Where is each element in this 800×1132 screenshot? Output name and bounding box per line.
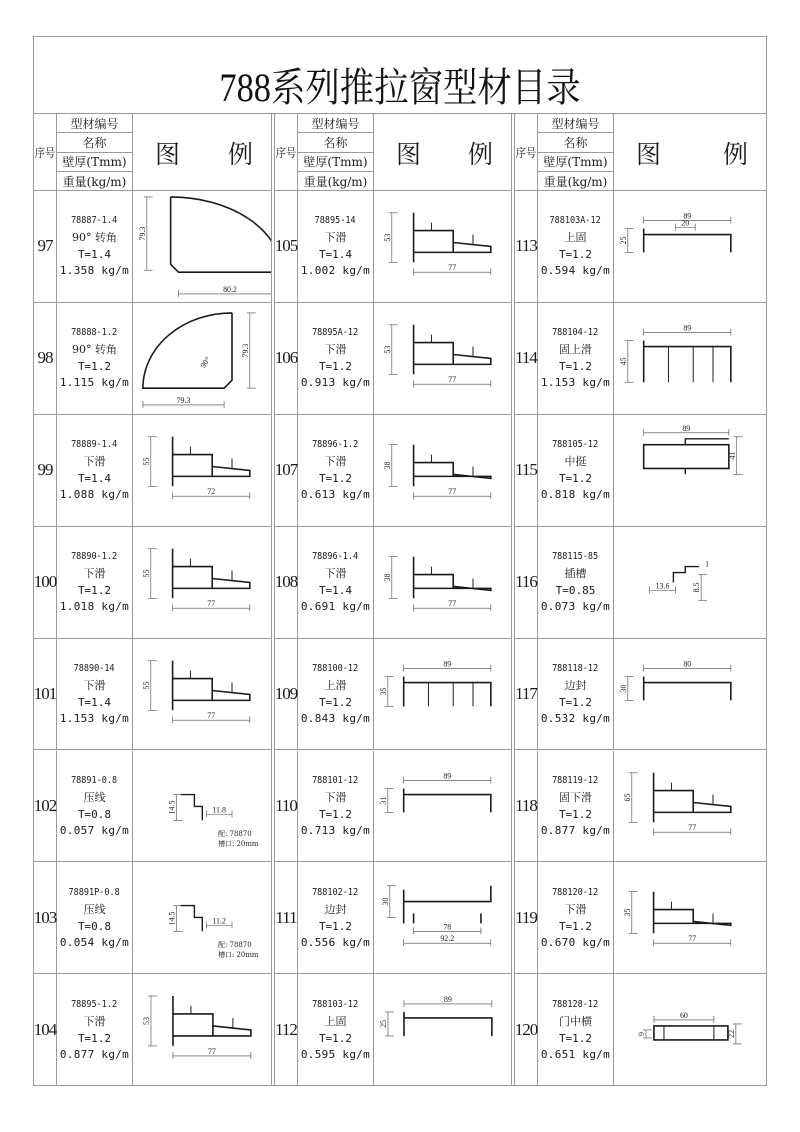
unit-weight: 0.613 kg/m	[300, 488, 371, 502]
unit-weight: 0.818 kg/m	[540, 488, 611, 502]
catalog-sheet	[33, 36, 767, 1086]
seq-number: 102	[34, 751, 57, 862]
profile-code: 788103-12	[312, 999, 359, 1011]
svg-text:89: 89	[443, 771, 452, 781]
svg-text:77: 77	[448, 598, 457, 608]
svg-text:55: 55	[141, 457, 151, 466]
wall-thickness: T=1.2	[77, 360, 112, 374]
profile-info	[298, 751, 374, 862]
seq-number: 114	[515, 303, 538, 414]
svg-text:配: 78870: 配: 78870	[218, 941, 252, 950]
profile-code: 78891P-0.8	[68, 886, 121, 898]
wall-thickness: T=1.2	[77, 1032, 112, 1046]
profile-name: 固上滑	[559, 343, 592, 357]
seq-number: 117	[515, 639, 538, 750]
table-row	[275, 191, 511, 303]
wall-thickness: T=1.4	[77, 696, 112, 710]
seq-number: 115	[515, 415, 538, 526]
profile-drawing	[614, 639, 766, 750]
unit-weight: 0.532 kg/m	[540, 712, 611, 726]
svg-text:79.3: 79.3	[240, 343, 250, 358]
seq-number: 113	[515, 191, 538, 302]
profile-drawing	[133, 751, 271, 862]
svg-text:38: 38	[382, 461, 392, 470]
unit-weight: 0.073 kg/m	[540, 600, 611, 614]
unit-weight: 1.115 kg/m	[59, 376, 130, 390]
wall-thickness: T=1.2	[318, 472, 353, 486]
seq-number: 107	[275, 415, 298, 526]
profile-drawing	[614, 415, 766, 526]
seq-number: 111	[275, 862, 298, 973]
table-row	[275, 639, 511, 751]
profile-info	[538, 751, 614, 862]
profile-code: 78896-1.4	[312, 551, 359, 563]
svg-text:11.2: 11.2	[212, 916, 226, 926]
unit-weight: 0.877 kg/m	[540, 823, 611, 837]
profile-drawing	[374, 751, 511, 862]
svg-text:78: 78	[443, 922, 452, 932]
unit-weight: 1.153 kg/m	[540, 376, 611, 390]
svg-text:77: 77	[448, 487, 457, 497]
profile-code: 78896-1.2	[312, 439, 359, 451]
profile-name: 下滑	[83, 1015, 106, 1029]
wall-thickness: T=1.2	[318, 696, 353, 710]
table-row	[515, 862, 766, 974]
unit-weight: 0.670 kg/m	[540, 935, 611, 949]
table-row	[515, 415, 766, 527]
svg-text:55: 55	[141, 569, 151, 578]
profile-drawing	[374, 415, 511, 526]
table-row	[34, 974, 271, 1086]
svg-text:72: 72	[207, 487, 216, 497]
profile-drawing	[133, 303, 271, 414]
table-row	[515, 751, 766, 863]
wall-thickness: T=0.8	[77, 807, 112, 821]
profile-drawing	[374, 527, 511, 638]
svg-text:30: 30	[380, 898, 390, 906]
profile-name: 90° 转角	[72, 343, 117, 357]
svg-text:89: 89	[682, 423, 691, 433]
svg-text:53: 53	[382, 233, 392, 242]
wall-thickness: T=1.2	[558, 248, 593, 262]
svg-text:8.5: 8.5	[692, 582, 702, 593]
profile-info	[538, 862, 614, 973]
svg-text:90°: 90°	[198, 355, 213, 370]
unit-weight: 1.358 kg/m	[59, 264, 130, 278]
seq-number: 112	[275, 974, 298, 1086]
svg-text:41: 41	[727, 451, 737, 460]
svg-text:25: 25	[618, 236, 628, 245]
profile-code: 788101-12	[312, 774, 359, 786]
profile-info	[298, 303, 374, 414]
wall-thickness: T=1.4	[77, 248, 112, 262]
profile-name: 90° 转角	[72, 231, 117, 245]
wall-thickness: T=1.4	[318, 248, 353, 262]
svg-text:槽口: 20mm: 槽口: 20mm	[218, 951, 259, 960]
profile-code: 78890-14	[74, 663, 115, 675]
seq-number: 104	[34, 974, 57, 1086]
svg-text:配: 78870: 配: 78870	[218, 829, 252, 838]
wall-thickness: T=0.85	[555, 584, 596, 598]
table-row	[34, 639, 271, 751]
header-code: 型材编号	[538, 114, 613, 133]
wall-thickness: T=1.2	[318, 919, 353, 933]
profile-drawing	[374, 639, 511, 750]
profile-info	[538, 415, 614, 526]
table-row	[515, 974, 766, 1086]
profile-drawing	[133, 527, 271, 638]
unit-weight: 0.913 kg/m	[300, 376, 371, 390]
seq-number: 109	[275, 639, 298, 750]
profile-name: 下滑	[324, 790, 347, 804]
svg-text:14.5: 14.5	[167, 911, 177, 926]
header-seq: 序号	[34, 114, 57, 191]
header-thickness: 壁厚(Tmm)	[538, 153, 613, 172]
profile-name: 门中横	[559, 1015, 592, 1029]
svg-text:35: 35	[622, 908, 632, 917]
profile-code: 78895-14	[315, 215, 356, 227]
profile-drawing	[133, 862, 271, 973]
profile-info	[298, 862, 374, 973]
unit-weight: 0.651 kg/m	[540, 1048, 611, 1062]
profile-code: 78889-1.4	[71, 439, 118, 451]
svg-text:35: 35	[378, 687, 388, 696]
profile-drawing	[133, 974, 271, 1086]
profile-name: 下滑	[324, 343, 347, 357]
table-row	[515, 527, 766, 639]
profile-info	[298, 191, 374, 302]
profile-info	[538, 303, 614, 414]
seq-number: 120	[515, 974, 538, 1086]
profile-code: 78895A-12	[312, 327, 359, 339]
seq-number: 97	[34, 191, 57, 302]
unit-weight: 0.843 kg/m	[300, 712, 371, 726]
profile-code: 788128-12	[552, 999, 599, 1011]
profile-drawing	[614, 974, 766, 1086]
svg-text:79.3: 79.3	[176, 395, 191, 405]
wall-thickness: T=1.2	[318, 360, 353, 374]
wall-thickness: T=1.2	[558, 360, 593, 374]
profile-code: 78890-1.2	[71, 551, 118, 563]
profile-name: 上滑	[324, 679, 347, 693]
profile-info	[298, 639, 374, 750]
profile-drawing	[614, 527, 766, 638]
unit-weight: 0.595 kg/m	[300, 1048, 371, 1062]
profile-info	[538, 639, 614, 750]
unit-weight: 0.877 kg/m	[59, 1048, 130, 1062]
header-name: 名称	[298, 133, 373, 152]
svg-text:80: 80	[683, 659, 692, 669]
table-row	[34, 191, 271, 303]
profile-name: 固下滑	[559, 790, 592, 804]
header-info	[538, 114, 614, 191]
catalog-column-1	[34, 114, 271, 1086]
svg-text:30: 30	[618, 684, 628, 693]
profile-drawing	[374, 303, 511, 414]
catalog-column-3	[515, 114, 766, 1086]
header-info	[57, 114, 133, 191]
catalog-column-2	[275, 114, 511, 1086]
profile-code: 788102-12	[312, 886, 359, 898]
svg-text:89: 89	[683, 211, 692, 221]
profile-name: 下滑	[564, 902, 587, 916]
table-row	[34, 862, 271, 974]
profile-name: 下滑	[83, 455, 106, 469]
profile-info	[298, 415, 374, 526]
page-title: 788系列推拉窗型材目录	[219, 64, 581, 110]
header-weight: 重量(kg/m)	[62, 174, 127, 189]
header-thickness: 壁厚(Tmm)	[298, 153, 373, 172]
wall-thickness: T=1.4	[77, 472, 112, 486]
svg-text:79.3: 79.3	[137, 226, 147, 241]
wall-thickness: T=0.8	[77, 919, 112, 933]
column-header	[515, 114, 766, 191]
profile-drawing	[614, 751, 766, 862]
profile-info	[57, 862, 133, 973]
svg-text:14.5: 14.5	[167, 800, 177, 814]
unit-weight: 0.691 kg/m	[300, 600, 371, 614]
svg-text:槽口: 20mm: 槽口: 20mm	[218, 839, 259, 848]
svg-text:53: 53	[141, 1017, 151, 1026]
table-row	[515, 303, 766, 415]
seq-number: 103	[34, 862, 57, 973]
table-row	[515, 639, 766, 751]
profile-name: 上固	[564, 231, 587, 245]
seq-number: 116	[515, 527, 538, 638]
wall-thickness: T=1.2	[558, 472, 593, 486]
svg-text:13.6: 13.6	[655, 581, 670, 591]
seq-number: 106	[275, 303, 298, 414]
header-seq: 序号	[275, 114, 298, 191]
column-header	[275, 114, 511, 191]
profile-name: 下滑	[83, 567, 106, 581]
unit-weight: 0.713 kg/m	[300, 823, 371, 837]
unit-weight: 0.057 kg/m	[59, 823, 130, 837]
profile-name: 下滑	[324, 567, 347, 581]
profile-drawing	[374, 191, 511, 302]
header-legend: 图 例	[636, 139, 748, 169]
header-legend: 图 例	[155, 139, 253, 169]
profile-name: 边封	[324, 902, 347, 916]
profile-name: 压线	[83, 902, 106, 916]
svg-text:89: 89	[443, 659, 452, 669]
header-name: 名称	[57, 133, 132, 152]
profile-code: 788103A-12	[549, 215, 602, 227]
profile-name: 边封	[564, 679, 587, 693]
unit-weight: 0.556 kg/m	[300, 935, 371, 949]
svg-text:77: 77	[688, 934, 697, 944]
profile-code: 788118-12	[552, 663, 599, 675]
profile-name: 插槽	[564, 567, 587, 581]
profile-info	[57, 303, 133, 414]
profile-code: 788105-12	[552, 439, 599, 451]
profile-drawing	[614, 303, 766, 414]
profile-code: 788115-85	[552, 551, 599, 563]
svg-text:55: 55	[141, 681, 151, 690]
table-row	[275, 415, 511, 527]
seq-number: 100	[34, 527, 57, 638]
profile-name: 压线	[83, 790, 106, 804]
wall-thickness: T=1.2	[558, 919, 593, 933]
profile-info	[298, 527, 374, 638]
profile-info	[57, 191, 133, 302]
profile-code: 788104-12	[552, 327, 599, 339]
svg-text:92.2: 92.2	[440, 934, 455, 944]
svg-text:38: 38	[382, 573, 392, 582]
wall-thickness: T=1.2	[318, 1032, 353, 1046]
profile-drawing	[374, 974, 511, 1086]
profile-info	[57, 527, 133, 638]
unit-weight: 1.088 kg/m	[59, 488, 130, 502]
profile-code: 788119-12	[552, 774, 599, 786]
profile-info	[538, 527, 614, 638]
profile-drawing	[133, 639, 271, 750]
header-weight: 重量(kg/m)	[303, 174, 368, 189]
unit-weight: 0.594 kg/m	[540, 264, 611, 278]
unit-weight: 1.018 kg/m	[59, 600, 130, 614]
title-row	[34, 37, 766, 114]
seq-number: 99	[34, 415, 57, 526]
seq-number: 108	[275, 527, 298, 638]
profile-drawing	[614, 191, 766, 302]
svg-text:31: 31	[378, 796, 388, 804]
wall-thickness: T=1.4	[318, 584, 353, 598]
profile-info	[538, 974, 614, 1086]
svg-text:20: 20	[681, 218, 690, 228]
seq-number: 101	[34, 639, 57, 750]
profile-drawing	[133, 191, 271, 302]
unit-weight: 0.054 kg/m	[59, 935, 130, 949]
seq-number: 98	[34, 303, 57, 414]
profile-info	[538, 191, 614, 302]
table-row	[275, 862, 511, 974]
svg-text:77: 77	[688, 822, 697, 832]
svg-text:60: 60	[679, 1011, 688, 1021]
wall-thickness: T=1.2	[558, 1032, 593, 1046]
wall-thickness: T=1.2	[558, 807, 593, 821]
svg-text:65: 65	[622, 793, 632, 801]
table-row	[34, 751, 271, 863]
svg-text:77: 77	[448, 263, 457, 273]
table-row	[34, 415, 271, 527]
profile-code: 78895-1.2	[71, 999, 118, 1011]
table-row	[275, 303, 511, 415]
svg-text:77: 77	[207, 1047, 216, 1057]
svg-text:77: 77	[207, 598, 216, 608]
header-legend: 图 例	[396, 139, 493, 169]
profile-code: 788100-12	[312, 663, 359, 675]
svg-text:1: 1	[705, 559, 710, 569]
profile-name: 上固	[324, 1015, 347, 1029]
table-row	[275, 527, 511, 639]
seq-number: 105	[275, 191, 298, 302]
svg-text:89: 89	[683, 323, 692, 333]
profile-info	[298, 974, 374, 1086]
unit-weight: 1.153 kg/m	[59, 712, 130, 726]
table-row	[275, 974, 511, 1086]
column-header	[34, 114, 271, 191]
header-code: 型材编号	[298, 114, 373, 133]
profile-info	[57, 415, 133, 526]
profile-code: 78891-0.8	[71, 774, 118, 786]
header-code: 型材编号	[57, 114, 132, 133]
header-thickness: 壁厚(Tmm)	[57, 153, 132, 172]
profile-name: 下滑	[324, 231, 347, 245]
header-seq: 序号	[515, 114, 538, 191]
svg-text:80.2: 80.2	[223, 284, 237, 294]
profile-name: 中挺	[564, 455, 587, 469]
seq-number: 118	[515, 751, 538, 862]
table-row	[515, 191, 766, 303]
svg-text:77: 77	[448, 375, 457, 385]
profile-code: 78888-1.2	[71, 327, 118, 339]
header-name: 名称	[538, 133, 613, 152]
wall-thickness: T=1.2	[558, 696, 593, 710]
table-row	[34, 527, 271, 639]
profile-code: 78887-1.4	[71, 215, 118, 227]
seq-number: 110	[275, 751, 298, 862]
profile-info	[57, 639, 133, 750]
header-info	[298, 114, 374, 191]
profile-info	[57, 974, 133, 1086]
profile-name: 下滑	[324, 455, 347, 469]
svg-text:89: 89	[443, 995, 452, 1005]
profile-drawing	[133, 415, 271, 526]
svg-text:25: 25	[378, 1020, 388, 1029]
profile-info	[57, 751, 133, 862]
svg-text:11.8: 11.8	[212, 804, 226, 814]
profile-name: 下滑	[83, 679, 106, 693]
table-row	[34, 303, 271, 415]
svg-text:9: 9	[636, 1032, 646, 1037]
profile-drawing	[374, 862, 511, 973]
profile-code: 788120-12	[552, 886, 599, 898]
svg-text:53: 53	[382, 345, 392, 354]
wall-thickness: T=1.2	[77, 584, 112, 598]
svg-text:45: 45	[618, 357, 628, 366]
svg-text:77: 77	[207, 710, 216, 720]
unit-weight: 1.002 kg/m	[300, 264, 371, 278]
profile-drawing	[614, 862, 766, 973]
wall-thickness: T=1.2	[318, 807, 353, 821]
svg-text:22: 22	[726, 1030, 736, 1039]
table-row	[275, 751, 511, 863]
header-weight: 重量(kg/m)	[543, 174, 608, 189]
seq-number: 119	[515, 862, 538, 973]
